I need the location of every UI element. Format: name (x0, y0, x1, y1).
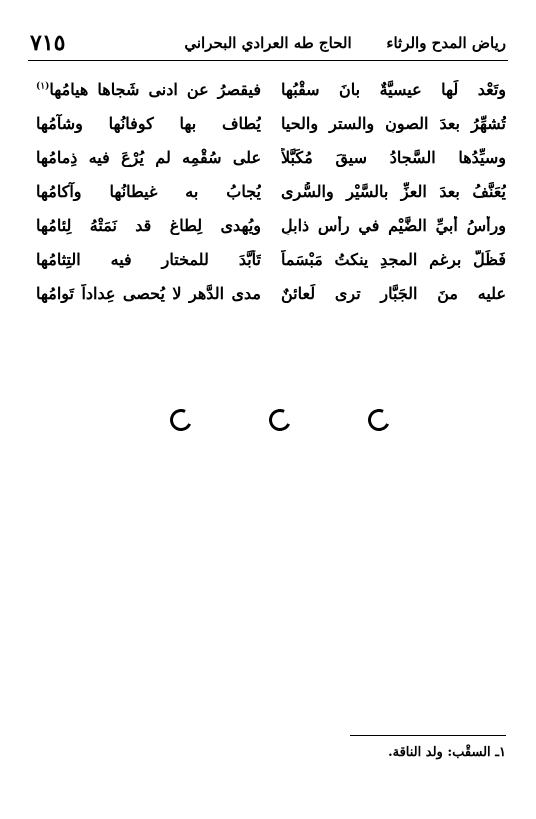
second-hemistich: ويُهدى لِطاغٍ قد نَمَتْهُ لِئامُها (36, 216, 261, 235)
second-hemistich: يُجابُ به غيطانُها وآكامُها (36, 182, 261, 201)
book-title: رياض المدح والرثاء (386, 34, 506, 52)
footnote-marker: (١) (36, 81, 50, 92)
poem (36, 80, 506, 318)
first-hemistich: تُشهِّرُ بعدَ الصونِ والسترِ والحيا (281, 114, 506, 133)
first-hemistich: ورأسُ أبيِّ الضَّيْمِ في رأسِ ذابلٍ (281, 216, 506, 235)
verse-line (36, 250, 506, 284)
header-rule (28, 60, 508, 61)
verse-line (36, 148, 506, 182)
verse-line (36, 216, 506, 250)
second-hemistich: مدى الدَّهرِ لا يُحصى عِداداً تَوامُها (36, 284, 261, 303)
section-ornaments (170, 405, 390, 435)
footnote-rule (350, 735, 506, 736)
ring-ornament-icon (266, 406, 294, 434)
verse-line (36, 80, 506, 114)
second-hemistich: فيقصرُ عن ادنى شَجاها هيامُها$^{(١)}$ (36, 80, 261, 99)
first-hemistich: وسيِّدُها السَّجادُ سيقَ مُكَبَّلاً (281, 148, 506, 167)
first-hemistich: عليه منَ الجَبَّارِ ترى لَعائنٌ (281, 284, 506, 303)
ring-ornament-icon (167, 406, 195, 434)
first-hemistich: يُعَنَّفُ بعدَ العزِّ بالسَّيْرِ والسُّرى (281, 182, 506, 201)
second-hemistich: يُطاف بها كوفانُها وشآمُها (36, 114, 261, 133)
footnote: ١ـ السقْب: ولد الناقة. (388, 745, 506, 760)
second-hemistich: تَأبَّدَ للمختارِ فيه التِثامُها (36, 250, 261, 269)
verse-line (36, 114, 506, 148)
ring-ornament-icon (365, 406, 393, 434)
page-header (30, 30, 506, 60)
first-hemistich: فَظَلَّ برغمِ المجدِ ينكتُ مَبْسَماً (281, 250, 506, 269)
second-hemistich: على سُقْمِه لم يُرْعَ فيه ذِمامُها (36, 148, 261, 167)
author-name: الحاج طه العرادي البحراني (184, 34, 352, 52)
first-hemistich: وتَعْد لَها عيسيَّةٌ بانَ سقْبُها (281, 80, 506, 99)
page-number: ٧١٥ (30, 30, 66, 56)
verse-line (36, 182, 506, 216)
verse-line (36, 284, 506, 318)
